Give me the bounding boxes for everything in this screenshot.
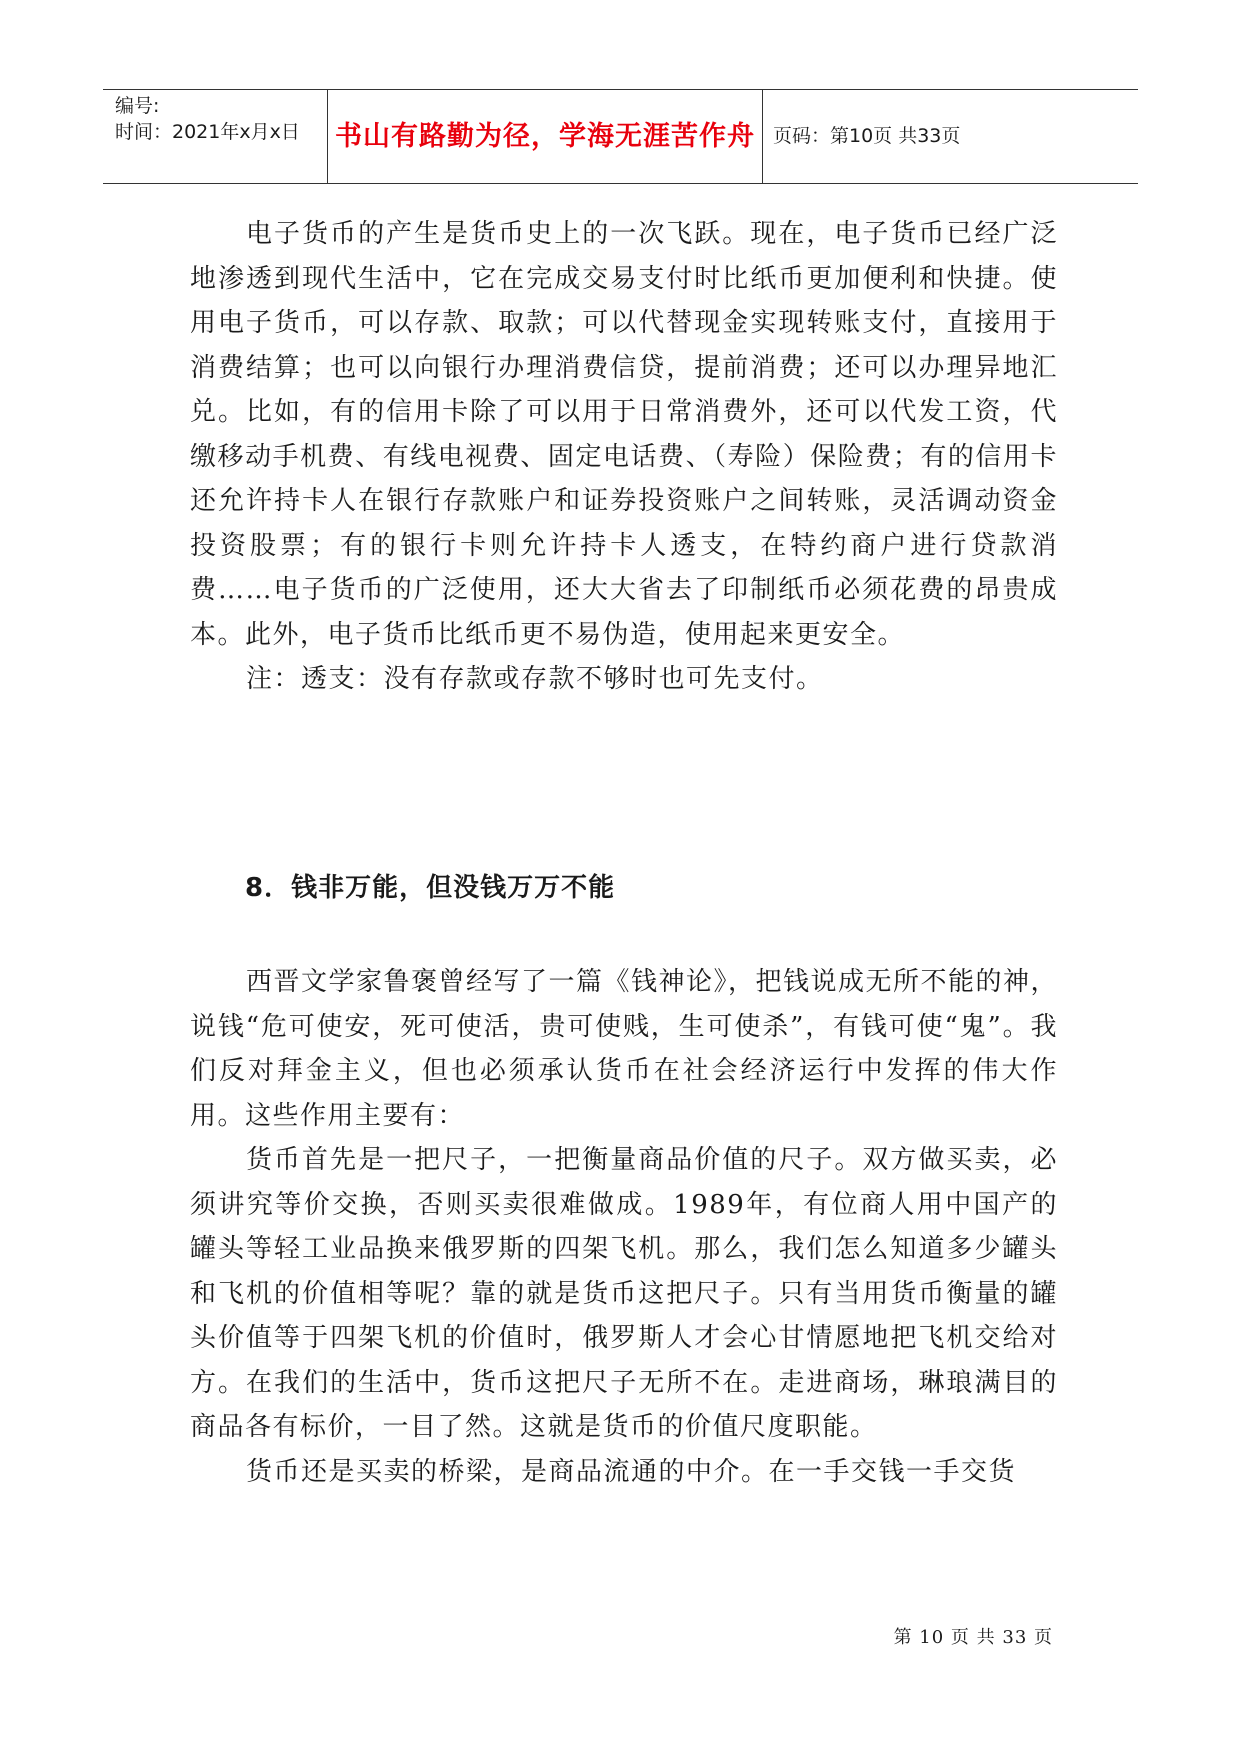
page-header	[103, 89, 1138, 184]
body-paragraph: 货币首先是一把尺子，一把衡量商品价值的尺子。双方做买卖，必须讲究等价交换，否则买卖很难做成。1989年，有位商人用中国产的罐头等轻工业品换来俄罗斯的四架飞机。那么，我们怎么知道多少罐头和飞机的价值相等呢？靠的就是货币这把尺子。只有当用货币衡量的罐头价值等于四架飞机的价值时，俄罗斯人才会心甘情愿地把飞机交给对方。在我们的生活中，货币这把尺子无所不在。走进商场，琳琅满目的商品各有标价，一目了然。这就是货币的价值尺度职能。	[190, 1145, 1058, 1442]
date-label: 时间：2021年x月x日	[115, 121, 300, 143]
section-electronic-money	[190, 212, 1058, 702]
serial-number-label: 编号:	[115, 95, 160, 117]
note-paragraph: 注：透支：没有存款或存款不够时也可先支付。	[246, 664, 824, 694]
header-page-info: 页码：第10页 共33页	[773, 125, 961, 147]
page-footer: 第 10 页 共 33 页	[893, 1627, 1053, 1648]
body-paragraph: 货币还是买卖的桥梁，是商品流通的中介。在一手交钱一手交货	[246, 1456, 1017, 1487]
body-paragraph: 电子货币的产生是货币史上的一次飞跃。现在，电子货币已经广泛地渗透到现代生活中，它在完成交易支付时比纸币更加便利和快捷。使用电子货币，可以存款、取款；可以代替现金实现转账支付，直接用于消费结算；也可以向银行办理消费信贷，提前消费；还可以办理异地汇兑。比如，有的信用卡除了可以用于日常消费外，还可以代发工资，代缴移动手机费、有线电视费、固定电话费、（寿险）保险费；有的信用卡还允许持卡人在银行存款账户和证券投资账户之间转账，灵活调动资金投资股票；有的银行卡则允许持卡人透支，在特约商户进行贷款消费……电子货币的广泛使用，还大大省去了印制纸币必须花费的昂贵成本。此外，电子货币比纸币更不易伪造，使用起来更安全。	[190, 219, 1058, 650]
section-heading: 8．钱非万能，但没钱万万不能	[245, 873, 616, 903]
body-paragraph: 西晋文学家鲁褒曾经写了一篇《钱神论》，把钱说成无所不能的神，说钱“危可使安，死可使活，贵可使贱，生可使杀”，有钱可使“鬼”。我们反对拜金主义，但也必须承认货币在社会经济运行中发挥的伟大作用。这些作用主要有：	[190, 967, 1059, 1131]
section-money-functions	[190, 960, 1058, 1494]
header-motto: 书山有路勤为径，学海无涯苦作舟	[335, 121, 755, 152]
